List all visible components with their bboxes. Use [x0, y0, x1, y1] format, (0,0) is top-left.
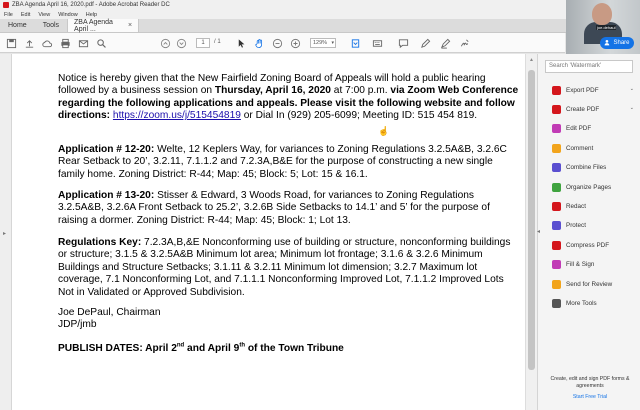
- tool-organize-pages[interactable]: [552, 181, 636, 193]
- initials: JDP/jmb: [58, 319, 97, 331]
- acrobat-icon: [3, 2, 9, 8]
- print-icon[interactable]: [60, 37, 71, 49]
- zoom-out-icon[interactable]: [272, 37, 283, 49]
- zoom-in-icon[interactable]: [290, 37, 301, 49]
- tool-redact[interactable]: [552, 200, 636, 212]
- chairman-name: Joe DePaul, Chairman: [58, 307, 161, 318]
- share-button-label: Share: [613, 40, 630, 46]
- sign-icon[interactable]: [460, 37, 471, 49]
- pen-icon[interactable]: [420, 37, 431, 49]
- tool-edit-pdf[interactable]: [552, 123, 636, 135]
- tools-search-input[interactable]: Search 'Watermark': [545, 60, 633, 73]
- tool-label: Export PDF: [566, 86, 599, 94]
- tab-tools[interactable]: Tools: [42, 22, 60, 29]
- menu-window[interactable]: Window: [58, 11, 78, 18]
- tool-label: Combine Files: [566, 164, 607, 172]
- tool-label: Send for Review: [566, 280, 613, 288]
- tool-label: Edit PDF: [566, 125, 592, 133]
- hand-tool-icon[interactable]: [254, 37, 265, 49]
- webcam-person-head: [592, 3, 612, 25]
- zoom-level-value: 129%: [313, 40, 328, 46]
- vertical-scrollbar[interactable]: [525, 54, 537, 410]
- tool-label: Organize Pages: [566, 183, 612, 191]
- signature-block: [58, 307, 520, 332]
- keyboard-icon[interactable]: [372, 37, 383, 49]
- tool-create-pdf-icon: [552, 105, 561, 114]
- share-button[interactable]: [600, 37, 634, 49]
- tab-bar: [0, 19, 640, 33]
- left-panel: [0, 54, 12, 410]
- upload-icon[interactable]: [24, 37, 35, 49]
- zoom-link[interactable]: https://zoom.us/j/515454819: [112, 110, 241, 122]
- tool-create-pdf[interactable]: [552, 103, 636, 115]
- fit-page-icon[interactable]: [350, 37, 361, 49]
- title-bar: [0, 0, 640, 10]
- chevron-down-icon: ▾: [331, 40, 334, 46]
- comment-icon[interactable]: [398, 37, 409, 49]
- save-icon[interactable]: [6, 37, 17, 49]
- toolbar: [0, 33, 565, 53]
- chevron-down-icon[interactable]: ⌄: [629, 86, 634, 92]
- tool-protect[interactable]: [552, 220, 636, 232]
- tool-label: Compress PDF: [566, 241, 610, 249]
- tool-edit-pdf-icon: [552, 124, 561, 133]
- tool-export-pdf-icon: [552, 86, 561, 95]
- regulations-key: Regulations Key: 7.2.3A,B,&E Nonconforming use of building or structure, nonconforming buildings or structure; 3.1.5 & 3.2.5A&B Minimum lot area; Minimum lot frontage; 3.1.6 & 3.2.6 Minimum Buildings and Structure Setbacks; 3.1.11 & 3.2.11 Minimum lot dimension; 3.2.7 Maximum lot coverage, 7.1 Nonconforming Lot, and 7.1.1.1 Nonconforming Improved Lot, 7.1.1.2 Improved Lots Not in Validated or Approved Subdivision.: [58, 237, 511, 298]
- start-free-trial-link[interactable]: Start Free Trial: [572, 394, 608, 400]
- application-12-20: Application # 12-20: Welte, 12 Keplers Way, for variances to Zoning Regulations 3.2.5A&B, 3.2.6C Rear Setback to 20’, 3.2.11, 7.1.1.2 and 7.2.3A,B&E for the purpose of constructing a new single family home. Zoning District: R-44; Map: 45; Block: 5; Lot: 15 & 16.1.: [58, 144, 507, 180]
- highlight-icon[interactable]: [440, 37, 451, 49]
- zoom-level-select[interactable]: [310, 38, 336, 48]
- tool-fill-sign-icon: [552, 260, 561, 269]
- scrollbar-thumb[interactable]: [528, 70, 535, 370]
- mail-icon[interactable]: [78, 37, 89, 49]
- tool-label: Protect: [566, 222, 586, 230]
- tool-organize-pages-icon: [552, 183, 561, 192]
- promo-text: Create, edit and sign PDF forms & agreements: [550, 376, 630, 389]
- tool-comment[interactable]: [552, 142, 636, 154]
- scroll-up-icon[interactable]: ▲: [529, 57, 534, 63]
- notice-paragraph: Notice is hereby given that the New Fairfield Zoning Board of Appeals will hold a public hearing followed by a business session on Thursday, April 16, 2020 at 7:00 p.m. via Zoom Web Conference regarding the following applications and appeals. Please visit the following website and follow directions: https://zoom.us/j/515454819 or Dial In (929) 205-6099; Meeting ID: 515 454 819.: [58, 73, 519, 122]
- menu-file[interactable]: File: [4, 11, 13, 18]
- tab-document[interactable]: [67, 19, 139, 32]
- menu-edit[interactable]: Edit: [20, 11, 31, 18]
- tool-fill-sign[interactable]: [552, 259, 636, 271]
- tab-home[interactable]: Home: [8, 22, 27, 29]
- cloud-icon[interactable]: [42, 37, 53, 49]
- webcam-name-label: joe.dehaul: [597, 25, 616, 30]
- tool-send-for-review[interactable]: [552, 278, 636, 290]
- search-icon[interactable]: [96, 37, 107, 49]
- chevron-down-icon[interactable]: ⌄: [629, 105, 634, 112]
- next-page-icon[interactable]: [176, 37, 187, 49]
- tool-label: More Tools: [566, 299, 597, 307]
- tool-label: Create PDF: [566, 105, 600, 113]
- expand-left-panel-icon[interactable]: ▸: [3, 231, 7, 237]
- tool-comment-icon: [552, 144, 561, 153]
- tool-label: Fill & Sign: [566, 261, 595, 269]
- menu-view[interactable]: View: [38, 11, 51, 18]
- select-tool-icon[interactable]: [236, 37, 247, 49]
- publish-dates: PUBLISH DATES: April 2nd and April 9th of the Town Tribune: [58, 342, 344, 354]
- tool-more-tools-icon: [552, 299, 561, 308]
- tool-redact-icon: [552, 202, 561, 211]
- collapse-right-pane-icon[interactable]: ◂: [537, 229, 541, 235]
- prev-page-icon[interactable]: [160, 37, 171, 49]
- tool-compress-pdf[interactable]: [552, 239, 636, 251]
- tool-export-pdf[interactable]: [552, 84, 636, 96]
- tool-combine-files-icon: [552, 163, 561, 172]
- person-add-icon: [604, 39, 611, 48]
- tool-protect-icon: [552, 221, 561, 230]
- menu-help[interactable]: Help: [85, 11, 98, 18]
- tool-compress-pdf-icon: [552, 241, 561, 250]
- application-13-20: Application # 13-20: Stisser & Edward, 3 Woods Road, for variances to Zoning Regulations 3.2.5A&B, 3.2.6A Front Setback to 25.2’, 3.2.6B Side Setbacks to 14.1’ and 5’ for the purpose of raising a dormer. Zoning District: R-44; Map: 45; Block: 1; Lot 13.: [58, 190, 490, 226]
- tab-document-label: ZBA Agenda April ...: [74, 18, 113, 33]
- tool-label: Redact: [566, 202, 586, 210]
- window-title: ZBA Agenda April 16, 2020.pdf - Adobe Acrobat Reader DC: [12, 2, 170, 8]
- tool-label: Comment: [566, 144, 594, 152]
- tool-combine-files[interactable]: [552, 162, 636, 174]
- tool-more-tools[interactable]: [552, 297, 636, 309]
- page-total: / 1: [214, 39, 221, 45]
- tool-send-for-review-icon: [552, 280, 561, 289]
- page-number-input[interactable]: 1: [196, 38, 210, 48]
- hand-cursor-icon: ☝: [378, 126, 390, 136]
- close-icon[interactable]: ×: [127, 22, 133, 29]
